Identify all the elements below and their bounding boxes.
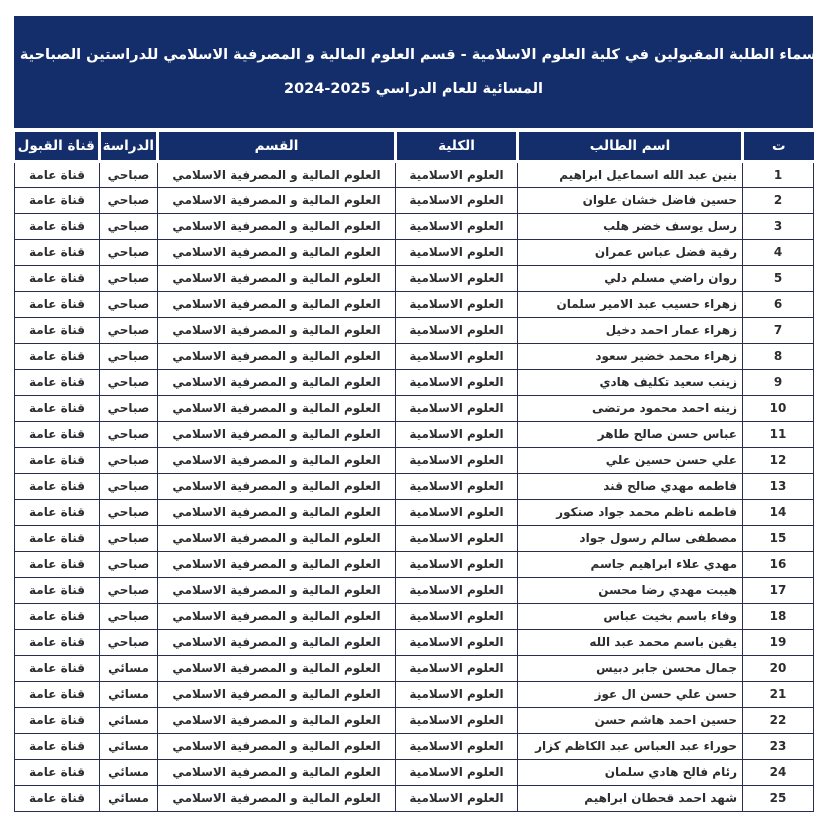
row-index: 1 <box>743 161 814 187</box>
college: العلوم الاسلامية <box>396 577 518 603</box>
department: العلوم المالية و المصرفية الاسلامي <box>158 655 396 681</box>
table-row <box>15 707 814 733</box>
college: العلوم الاسلامية <box>396 213 518 239</box>
department: العلوم المالية و المصرفية الاسلامي <box>158 421 396 447</box>
department: العلوم المالية و المصرفية الاسلامي <box>158 369 396 395</box>
department: العلوم المالية و المصرفية الاسلامي <box>158 161 396 187</box>
row-index: 14 <box>743 499 814 525</box>
department: العلوم المالية و المصرفية الاسلامي <box>158 473 396 499</box>
department: العلوم المالية و المصرفية الاسلامي <box>158 733 396 759</box>
department: العلوم المالية و المصرفية الاسلامي <box>158 551 396 577</box>
study-type: مسائي <box>100 681 158 707</box>
college: العلوم الاسلامية <box>396 655 518 681</box>
department: العلوم المالية و المصرفية الاسلامي <box>158 187 396 213</box>
table-row <box>15 317 814 343</box>
department: العلوم المالية و المصرفية الاسلامي <box>158 785 396 811</box>
row-index: 13 <box>743 473 814 499</box>
table-body <box>15 161 814 811</box>
row-index: 12 <box>743 447 814 473</box>
table-row <box>15 161 814 187</box>
college: العلوم الاسلامية <box>396 447 518 473</box>
student-name: رسل يوسف خضر هلب <box>518 213 743 239</box>
table-row <box>15 395 814 421</box>
admission-channel: قناة عامة <box>15 655 100 681</box>
column-header-index: ت <box>743 132 814 161</box>
department: العلوم المالية و المصرفية الاسلامي <box>158 577 396 603</box>
study-type: صباحي <box>100 499 158 525</box>
department: العلوم المالية و المصرفية الاسلامي <box>158 239 396 265</box>
college: العلوم الاسلامية <box>396 499 518 525</box>
admission-channel: قناة عامة <box>15 681 100 707</box>
college: العلوم الاسلامية <box>396 343 518 369</box>
row-index: 4 <box>743 239 814 265</box>
college: العلوم الاسلامية <box>396 551 518 577</box>
table-row <box>15 759 814 785</box>
admission-channel: قناة عامة <box>15 161 100 187</box>
college: العلوم الاسلامية <box>396 629 518 655</box>
admission-channel: قناة عامة <box>15 213 100 239</box>
row-index: 5 <box>743 265 814 291</box>
admission-channel: قناة عامة <box>15 317 100 343</box>
row-index: 17 <box>743 577 814 603</box>
student-name: روان راضي مسلم دلي <box>518 265 743 291</box>
admission-channel: قناة عامة <box>15 473 100 499</box>
admission-channel: قناة عامة <box>15 239 100 265</box>
study-type: صباحي <box>100 239 158 265</box>
admission-channel: قناة عامة <box>15 499 100 525</box>
admission-channel: قناة عامة <box>15 447 100 473</box>
table-row <box>15 785 814 811</box>
row-index: 9 <box>743 369 814 395</box>
admission-channel: قناة عامة <box>15 343 100 369</box>
department: العلوم المالية و المصرفية الاسلامي <box>158 681 396 707</box>
student-name: حوراء عبد العباس عبد الكاظم كزار <box>518 733 743 759</box>
admission-channel: قناة عامة <box>15 551 100 577</box>
study-type: صباحي <box>100 343 158 369</box>
student-name: فاطمه ناظم محمد جواد صنكور <box>518 499 743 525</box>
study-type: صباحي <box>100 369 158 395</box>
row-index: 11 <box>743 421 814 447</box>
admission-channel: قناة عامة <box>15 733 100 759</box>
college: العلوم الاسلامية <box>396 369 518 395</box>
student-name: رئام فالح هادي سلمان <box>518 759 743 785</box>
department: العلوم المالية و المصرفية الاسلامي <box>158 447 396 473</box>
row-index: 15 <box>743 525 814 551</box>
row-index: 16 <box>743 551 814 577</box>
study-type: صباحي <box>100 317 158 343</box>
student-name: يقين باسم محمد عبد الله <box>518 629 743 655</box>
page-title-line1: اسماء الطلبة المقبولين في كلية العلوم الاسلامية - قسم العلوم المالية و المصرفية الاسلامي للدراستين الصباحية و <box>5 47 822 64</box>
table-row <box>15 187 814 213</box>
student-name: مصطفى سالم رسول جواد <box>518 525 743 551</box>
department: العلوم المالية و المصرفية الاسلامي <box>158 707 396 733</box>
column-header-college: الكلية <box>396 132 518 161</box>
row-index: 18 <box>743 603 814 629</box>
admission-channel: قناة عامة <box>15 291 100 317</box>
study-type: مسائي <box>100 707 158 733</box>
student-name: رقية فضل عباس عمران <box>518 239 743 265</box>
table-row <box>15 265 814 291</box>
student-name: زينه احمد محمود مرتضى <box>518 395 743 421</box>
college: العلوم الاسلامية <box>396 291 518 317</box>
college: العلوم الاسلامية <box>396 759 518 785</box>
college: العلوم الاسلامية <box>396 785 518 811</box>
admission-channel: قناة عامة <box>15 603 100 629</box>
study-type: صباحي <box>100 395 158 421</box>
college: العلوم الاسلامية <box>396 681 518 707</box>
study-type: مسائي <box>100 785 158 811</box>
table-row <box>15 239 814 265</box>
study-type: صباحي <box>100 551 158 577</box>
student-name: مهدي علاء ابراهيم جاسم <box>518 551 743 577</box>
college: العلوم الاسلامية <box>396 239 518 265</box>
college: العلوم الاسلامية <box>396 317 518 343</box>
title-banner <box>5 16 822 128</box>
study-type: صباحي <box>100 291 158 317</box>
row-index: 19 <box>743 629 814 655</box>
table-row <box>15 473 814 499</box>
student-name: فاطمه مهدي صالح قند <box>518 473 743 499</box>
admission-channel: قناة عامة <box>15 265 100 291</box>
study-type: مسائي <box>100 655 158 681</box>
student-name: حسين احمد هاشم حسن <box>518 707 743 733</box>
study-type: صباحي <box>100 603 158 629</box>
student-name: علي حسن حسين علي <box>518 447 743 473</box>
table-row <box>15 525 814 551</box>
student-name: حسن علي حسن ال عوز <box>518 681 743 707</box>
college: العلوم الاسلامية <box>396 733 518 759</box>
table-row <box>15 681 814 707</box>
student-name: زهراء محمد خضير سعود <box>518 343 743 369</box>
study-type: صباحي <box>100 213 158 239</box>
study-type: صباحي <box>100 473 158 499</box>
table-row <box>15 551 814 577</box>
admission-channel: قناة عامة <box>15 785 100 811</box>
admission-channel: قناة عامة <box>15 187 100 213</box>
column-header-study: الدراسة <box>100 132 158 161</box>
department: العلوم المالية و المصرفية الاسلامي <box>158 291 396 317</box>
row-index: 6 <box>743 291 814 317</box>
table-row <box>15 421 814 447</box>
study-type: مسائي <box>100 733 158 759</box>
admission-channel: قناة عامة <box>15 421 100 447</box>
table-row <box>15 213 814 239</box>
table-row <box>15 291 814 317</box>
college: العلوم الاسلامية <box>396 187 518 213</box>
row-index: 10 <box>743 395 814 421</box>
table-row <box>15 369 814 395</box>
admission-channel: قناة عامة <box>15 525 100 551</box>
student-name: زهراء عمار احمد دخيل <box>518 317 743 343</box>
study-type: صباحي <box>100 629 158 655</box>
student-name: حسين فاضل خشان علوان <box>518 187 743 213</box>
college: العلوم الاسلامية <box>396 707 518 733</box>
row-index: 20 <box>743 655 814 681</box>
table-row <box>15 733 814 759</box>
department: العلوم المالية و المصرفية الاسلامي <box>158 317 396 343</box>
department: العلوم المالية و المصرفية الاسلامي <box>158 213 396 239</box>
study-type: صباحي <box>100 161 158 187</box>
row-index: 25 <box>743 785 814 811</box>
college: العلوم الاسلامية <box>396 395 518 421</box>
row-index: 3 <box>743 213 814 239</box>
college: العلوم الاسلامية <box>396 265 518 291</box>
student-name: شهد احمد قحطان ابراهيم <box>518 785 743 811</box>
department: العلوم المالية و المصرفية الاسلامي <box>158 265 396 291</box>
table-row <box>15 629 814 655</box>
row-index: 22 <box>743 707 814 733</box>
table-row <box>15 343 814 369</box>
study-type: صباحي <box>100 577 158 603</box>
admission-channel: قناة عامة <box>15 629 100 655</box>
department: العلوم المالية و المصرفية الاسلامي <box>158 395 396 421</box>
column-header-department: القسم <box>158 132 396 161</box>
admission-channel: قناة عامة <box>15 577 100 603</box>
row-index: 7 <box>743 317 814 343</box>
admission-channel: قناة عامة <box>15 369 100 395</box>
department: العلوم المالية و المصرفية الاسلامي <box>158 759 396 785</box>
table-row <box>15 603 814 629</box>
student-name: هيبت مهدي رضا محسن <box>518 577 743 603</box>
study-type: صباحي <box>100 187 158 213</box>
table-header-row <box>15 132 814 161</box>
row-index: 21 <box>743 681 814 707</box>
student-name: وفاء باسم بخيت عباس <box>518 603 743 629</box>
column-header-student-name: اسم الطالب <box>518 132 743 161</box>
student-name: زهراء حسيب عبد الامير سلمان <box>518 291 743 317</box>
row-index: 8 <box>743 343 814 369</box>
study-type: صباحي <box>100 447 158 473</box>
department: العلوم المالية و المصرفية الاسلامي <box>158 629 396 655</box>
row-index: 2 <box>743 187 814 213</box>
college: العلوم الاسلامية <box>396 421 518 447</box>
admission-channel: قناة عامة <box>15 395 100 421</box>
column-header-admission-channel: قناة القبول <box>15 132 100 161</box>
department: العلوم المالية و المصرفية الاسلامي <box>158 499 396 525</box>
table-row <box>15 655 814 681</box>
row-index: 23 <box>743 733 814 759</box>
students-table <box>14 132 814 812</box>
student-name: جمال محسن جابر دبيس <box>518 655 743 681</box>
table-row <box>15 447 814 473</box>
study-type: مسائي <box>100 759 158 785</box>
study-type: صباحي <box>100 421 158 447</box>
page-title-line2: المسائية للعام الدراسي 2025-2024 <box>283 80 544 97</box>
row-index: 24 <box>743 759 814 785</box>
study-type: صباحي <box>100 525 158 551</box>
admission-channel: قناة عامة <box>15 707 100 733</box>
student-name: عباس حسن صالح طاهر <box>518 421 743 447</box>
college: العلوم الاسلامية <box>396 161 518 187</box>
student-name: زينب سعيد تكليف هادي <box>518 369 743 395</box>
college: العلوم الاسلامية <box>396 473 518 499</box>
table-row <box>15 499 814 525</box>
department: العلوم المالية و المصرفية الاسلامي <box>158 603 396 629</box>
college: العلوم الاسلامية <box>396 603 518 629</box>
department: العلوم المالية و المصرفية الاسلامي <box>158 525 396 551</box>
student-name: بنين عبد الله اسماعيل ابراهيم <box>518 161 743 187</box>
study-type: صباحي <box>100 265 158 291</box>
table-row <box>15 577 814 603</box>
admission-channel: قناة عامة <box>15 759 100 785</box>
department: العلوم المالية و المصرفية الاسلامي <box>158 343 396 369</box>
college: العلوم الاسلامية <box>396 525 518 551</box>
